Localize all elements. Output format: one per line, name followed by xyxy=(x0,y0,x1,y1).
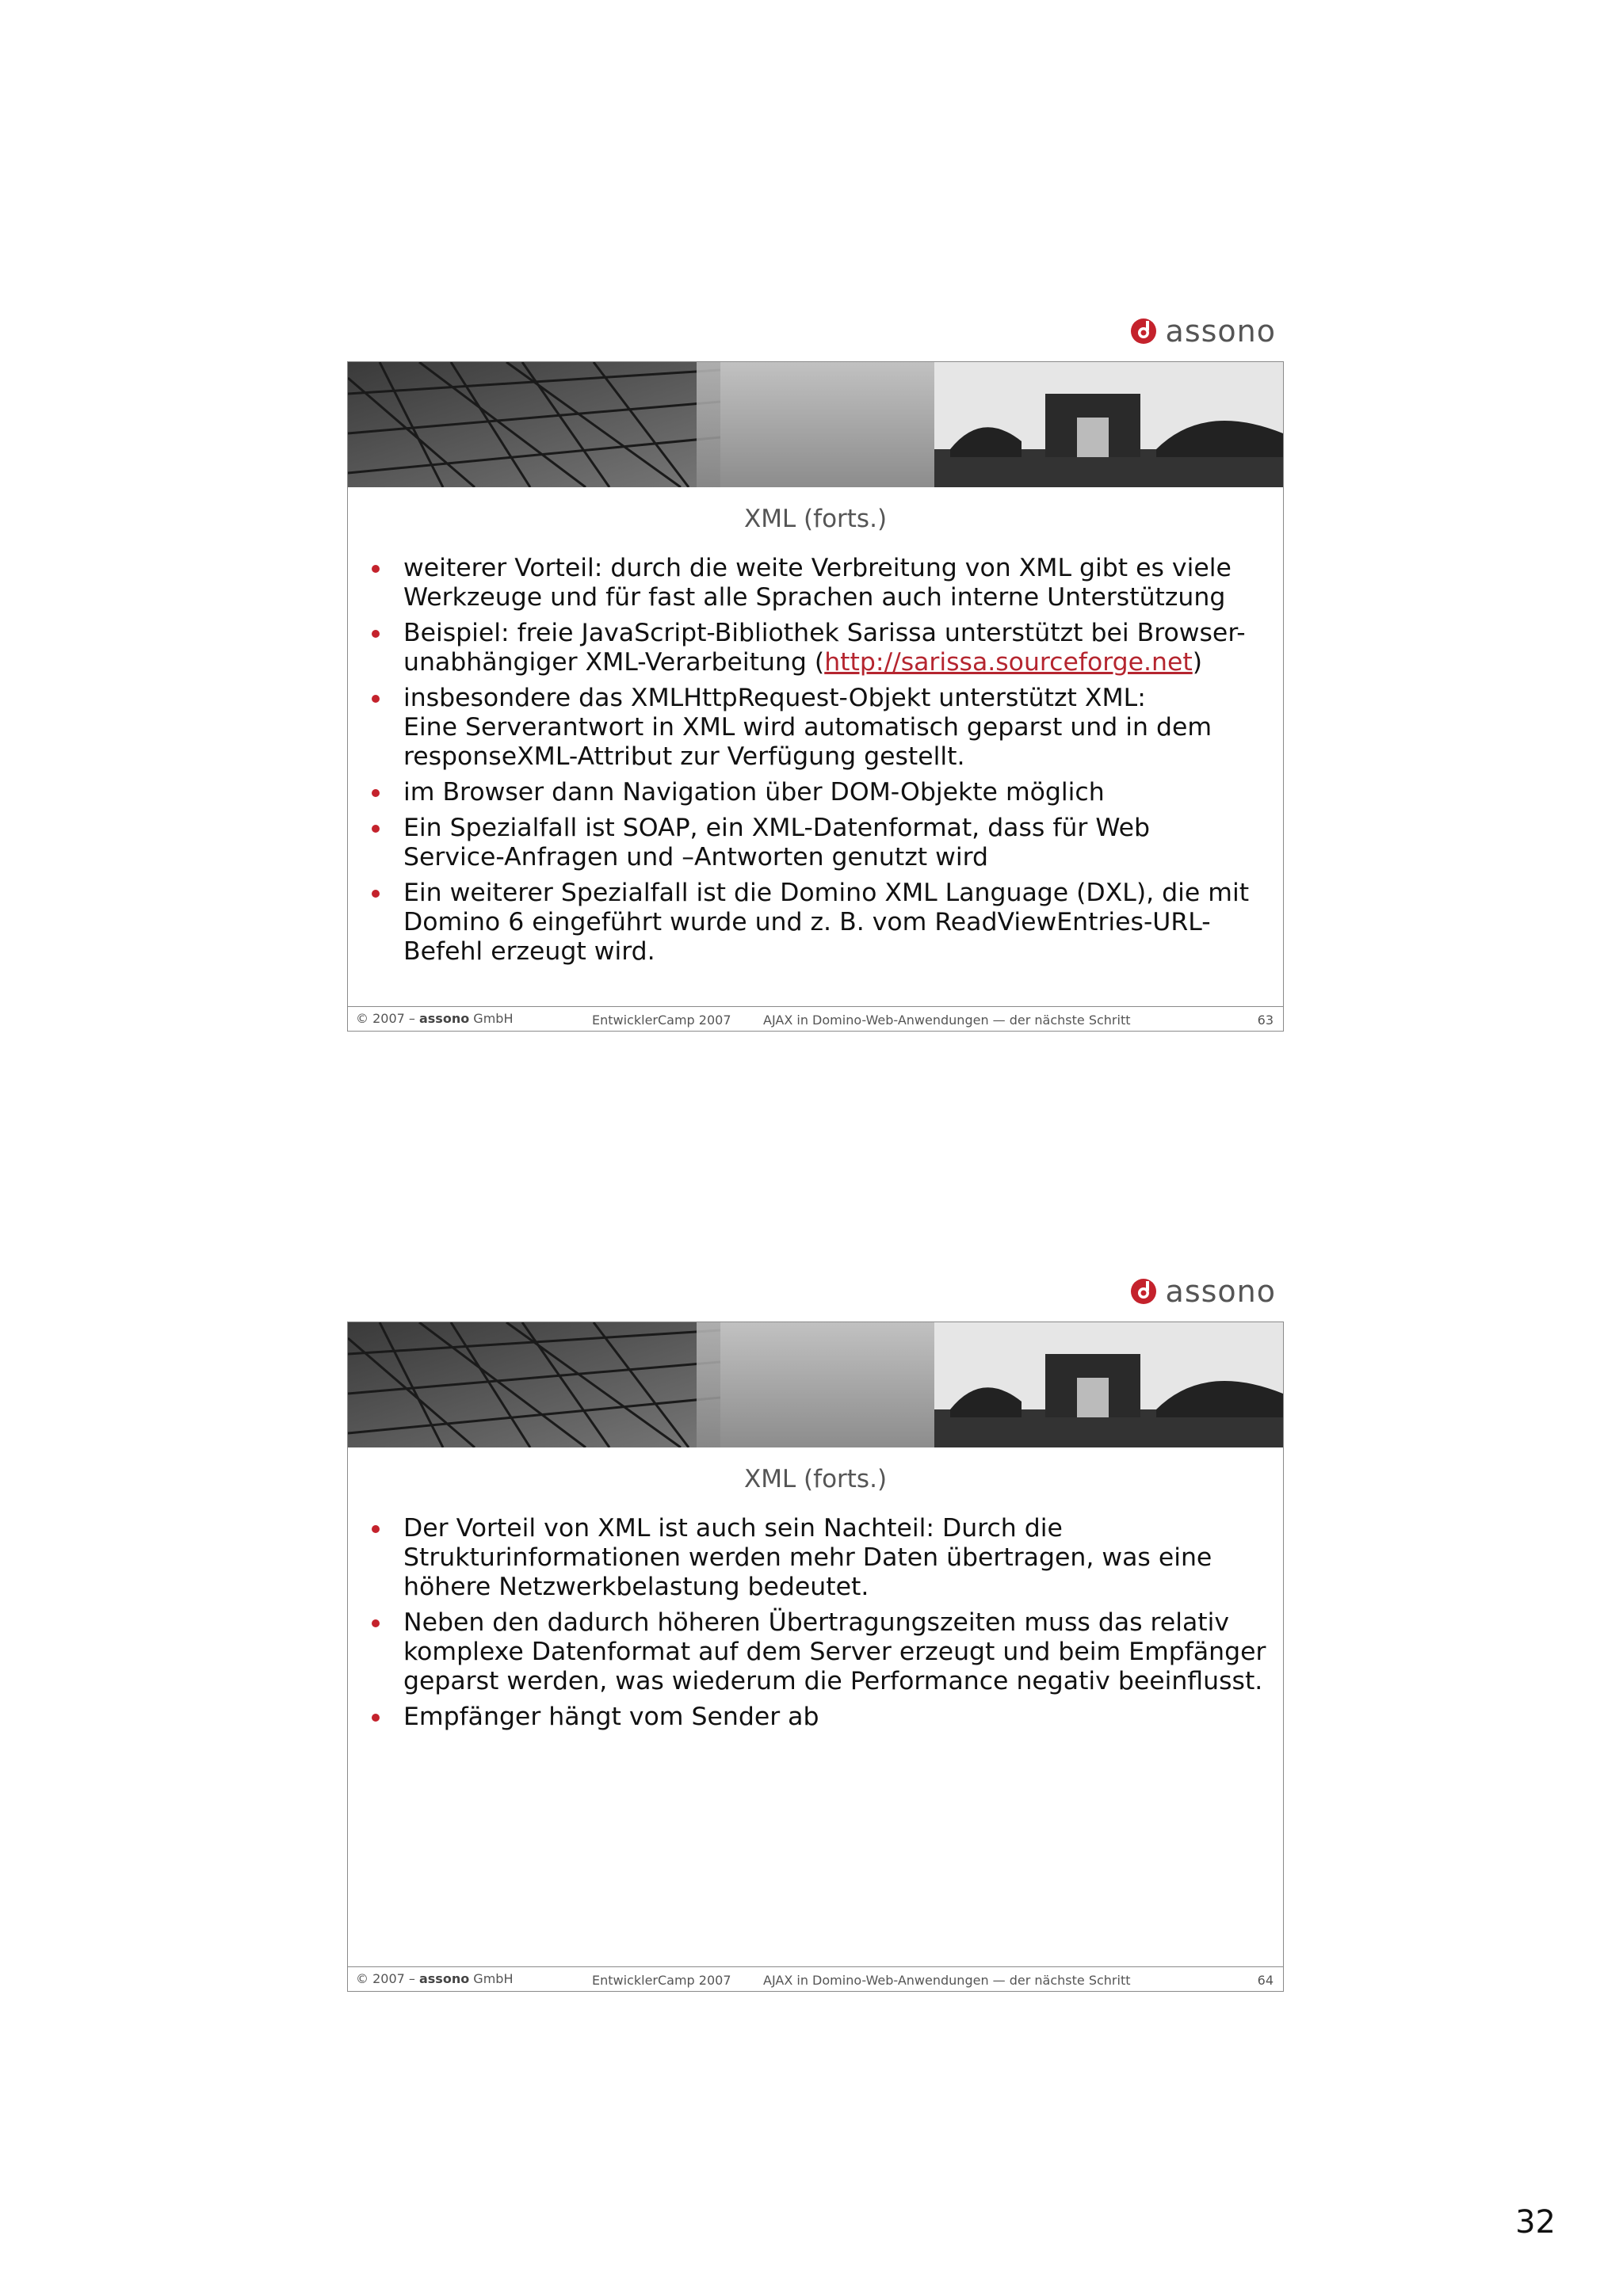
footer-talk-title: AJAX in Domino-Web-Anwendungen — der nächste Schritt xyxy=(763,1973,1131,1988)
assono-logo-icon xyxy=(1129,1277,1158,1306)
footer-slide-number: 63 xyxy=(1257,1013,1274,1028)
list-item: Ein Spezialfall ist SOAP, ein XML-Datenformat, dass für Web Service-Anfragen und –Antworten genutzt wird xyxy=(403,814,1267,872)
list-item: insbesondere das XMLHttpRequest-Objekt unterstützt XML: Eine Serverantwort in XML wird automatisch geparst und in dem responseXML-Attribut zur Verfügung gestellt. xyxy=(403,684,1267,772)
assono-logo-icon xyxy=(1129,317,1158,345)
footer-copyright: © 2007 – assono GmbH xyxy=(356,1011,514,1026)
list-item: weiterer Vorteil: durch die weite Verbreitung von XML gibt es viele Werkzeuge und für fast alle Sprachen auch interne Unterstützung xyxy=(403,554,1267,612)
assono-logo xyxy=(1129,309,1276,353)
footer-copyright: © 2007 – assono GmbH xyxy=(356,1971,514,1986)
header-banner-image xyxy=(348,362,1283,487)
footer-slide-number: 64 xyxy=(1257,1973,1274,1988)
slide-footer xyxy=(348,1966,1283,1991)
footer-event: EntwicklerCamp 2007 xyxy=(592,1973,731,1988)
footer-event: EntwicklerCamp 2007 xyxy=(592,1013,731,1028)
logo-wordmark: assono xyxy=(1165,1274,1276,1309)
page-number: 32 xyxy=(1515,2204,1556,2241)
bullet-list xyxy=(348,554,1283,967)
slide-frame xyxy=(347,1322,1284,1992)
bullet-list xyxy=(348,1514,1283,1732)
slide-title: XML (forts.) xyxy=(743,1465,888,1493)
slide-footer xyxy=(348,1006,1283,1031)
footer-talk-title: AJAX in Domino-Web-Anwendungen — der nächste Schritt xyxy=(763,1013,1131,1028)
slide-title: XML (forts.) xyxy=(743,505,888,533)
list-item: Ein weiterer Spezialfall ist die Domino XML Language (DXL), die mit Domino 6 eingeführt wurde und z. B. vom ReadViewEntries-URL- Befehl erzeugt wird. xyxy=(403,879,1267,967)
list-item: Beispiel: freie JavaScript-Bibliothek Sarissa unterstützt bei Browser- unabhängiger XML-Verarbeitung (http://sarissa.sourceforge.net) xyxy=(403,619,1267,677)
slide-frame xyxy=(347,361,1284,1032)
assono-logo xyxy=(1129,1269,1276,1314)
list-item: Empfänger hängt vom Sender ab xyxy=(403,1703,1267,1732)
sarissa-link[interactable]: http://sarissa.sourceforge.net xyxy=(824,648,1193,677)
header-banner-image xyxy=(348,1322,1283,1447)
list-item: im Browser dann Navigation über DOM-Objekte möglich xyxy=(403,778,1267,807)
list-item: Der Vorteil von XML ist auch sein Nachteil: Durch die Strukturinformationen werden mehr Daten übertragen, was eine höhere Netzwerkbelastung bedeutet. xyxy=(403,1514,1267,1602)
list-item: Neben den dadurch höheren Übertragungszeiten muss das relativ komplexe Datenformat auf dem Server erzeugt und beim Empfänger geparst werden, was wiederum die Performance negativ beeinflusst. xyxy=(403,1608,1266,1695)
logo-wordmark: assono xyxy=(1165,314,1276,349)
